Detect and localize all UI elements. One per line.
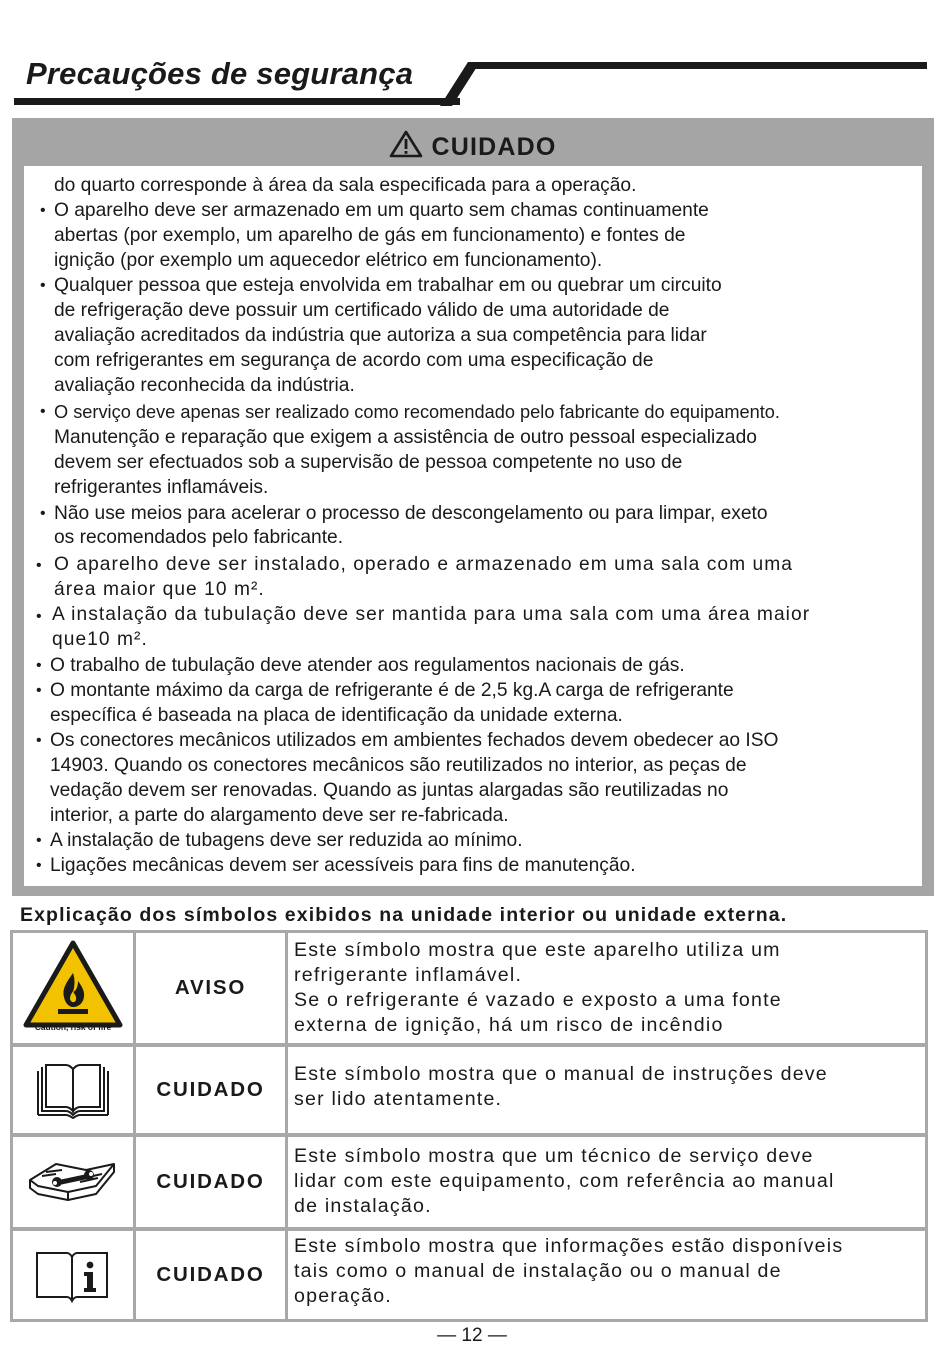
caution-line: 14903. Quando os conectores mecânicos são reutilizados no interior, as peças de <box>50 755 747 776</box>
caution-line: Qualquer pessoa que esteja envolvida em trabalhar em ou quebrar um circuito <box>54 275 722 296</box>
caution-line: de refrigeração deve possuir um certificado válido de uma autoridade de <box>54 300 670 321</box>
caution-line: O aparelho deve ser instalado, operado e armazenado em uma sala com uma <box>54 554 794 575</box>
caution-text-panel <box>24 166 922 886</box>
symbol-description-line: ser lido atentamente. <box>294 1088 503 1110</box>
symbol-row <box>10 1044 928 1136</box>
caution-line: A instalação da tubulação deve ser mantida para uma sala com uma área maior <box>52 604 811 625</box>
symbol-description-line: Este símbolo mostra que este aparelho utiliza um <box>294 939 781 961</box>
bullet-icon: • <box>36 608 42 625</box>
symbol-row <box>10 1134 928 1230</box>
symbol-description-line: Este símbolo mostra que o manual de instruções deve <box>294 1063 828 1085</box>
bullet-icon: • <box>40 202 46 219</box>
bullet-icon: • <box>36 682 42 699</box>
page-number: — 12 — <box>437 1325 507 1346</box>
icon-caption: Caution, risk of fire <box>34 1022 112 1032</box>
caution-line: refrigerantes inflamáveis. <box>54 477 269 498</box>
open-book-icon <box>34 1060 112 1120</box>
caution-line: Ligações mecânicas devem ser acessíveis para fins de manutenção. <box>50 855 636 876</box>
symbol-row <box>10 930 928 1046</box>
caution-line: O trabalho de tubulação deve atender aos regulamentos nacionais de gás. <box>50 655 685 676</box>
caution-box <box>12 118 934 896</box>
symbol-description-line: Se o refrigerante é vazado e exposto a uma fonte <box>294 989 782 1011</box>
symbol-label: CUIDADO <box>136 1228 288 1322</box>
caution-line: Os conectores mecânicos utilizados em ambientes fechados devem obedecer ao ISO <box>50 730 779 751</box>
bullet-icon: • <box>36 857 42 874</box>
bullet-icon: • <box>36 832 42 849</box>
caution-line: interior, a parte do alargamento deve ser re-fabricada. <box>50 805 509 826</box>
page-title: Precauções de segurança <box>26 56 414 91</box>
bullet-icon: • <box>40 277 46 294</box>
caution-line: avaliação acreditados da indústria que autoriza a sua competência para lidar <box>54 325 707 346</box>
caution-line: com refrigerantes em segurança de acordo com uma especificação de <box>54 350 654 371</box>
header-rule-top <box>468 62 927 69</box>
symbol-description-line: lidar com este equipamento, com referência ao manual <box>294 1170 835 1192</box>
symbol-description-line: externa de ignição, há um risco de incêndio <box>294 1014 724 1036</box>
symbol-description-line: Este símbolo mostra que informações estão disponíveis <box>294 1235 844 1257</box>
caution-line: Não use meios para acelerar o processo de descongelamento ou para limpar, exeto <box>54 503 768 524</box>
caution-line: que10 m². <box>52 629 148 650</box>
service-manual-icon <box>26 1156 118 1208</box>
caution-line: O montante máximo da carga de refrigerante é de 2,5 kg.A carga de refrigerante <box>50 680 734 701</box>
symbol-row <box>10 1228 928 1322</box>
bullet-icon: • <box>40 403 46 420</box>
caution-line: vedação devem ser renovadas. Quando as juntas alargadas são reutilizadas no <box>50 780 729 801</box>
caution-line: O serviço deve apenas ser realizado como recomendado pelo fabricante do equipamento. <box>54 402 780 422</box>
symbol-description-line: Este símbolo mostra que um técnico de serviço deve <box>294 1145 814 1167</box>
bullet-icon: • <box>40 505 46 522</box>
caution-line: O aparelho deve ser armazenado em um quarto sem chamas continuamente <box>54 200 709 221</box>
caution-heading <box>12 130 934 162</box>
caution-line: Manutenção e reparação que exigem a assistência de outro pessoal especializado <box>54 427 757 448</box>
caution-line: avaliação reconhecida da indústria. <box>54 375 355 396</box>
info-manual-icon <box>32 1246 112 1304</box>
bullet-icon: • <box>36 557 42 574</box>
caution-line: A instalação de tubagens deve ser reduzida ao mínimo. <box>50 830 523 851</box>
symbols-title: Explicação dos símbolos exibidos na unidade interior ou unidade externa. <box>20 904 788 926</box>
caution-line: específica é baseada na placa de identificação da unidade externa. <box>50 705 623 726</box>
symbol-label: CUIDADO <box>136 1044 288 1136</box>
caution-line: do quarto corresponde à área da sala especificada para a operação. <box>54 175 637 196</box>
caution-heading-text: CUIDADO <box>431 133 557 161</box>
caution-line: ignição (por exemplo um aquecedor elétrico em funcionamento). <box>54 250 603 271</box>
symbols-table <box>10 930 928 1326</box>
caution-line: área maior que 10 m². <box>54 579 265 600</box>
caution-line: os recomendados pelo fabricante. <box>54 527 344 548</box>
symbol-description-line: refrigerante inflamável. <box>294 964 523 986</box>
caution-line: abertas (por exemplo, um aparelho de gás em funcionamento) e fontes de <box>54 225 686 246</box>
symbol-label: CUIDADO <box>136 1134 288 1230</box>
symbol-description-line: de instalação. <box>294 1195 432 1217</box>
header-rule-bottom <box>14 98 460 105</box>
symbol-label: AVISO <box>136 930 288 1046</box>
flammable-warning-icon <box>20 938 126 1030</box>
caution-line: devem ser efectuados sob a supervisão de pessoa competente no uso de <box>54 452 683 473</box>
symbol-description-line: operação. <box>294 1285 392 1307</box>
bullet-icon: • <box>36 657 42 674</box>
symbol-description-line: tais como o manual de instalação ou o manual de <box>294 1260 782 1282</box>
bullet-icon: • <box>36 732 42 749</box>
warning-triangle-icon <box>389 130 423 158</box>
